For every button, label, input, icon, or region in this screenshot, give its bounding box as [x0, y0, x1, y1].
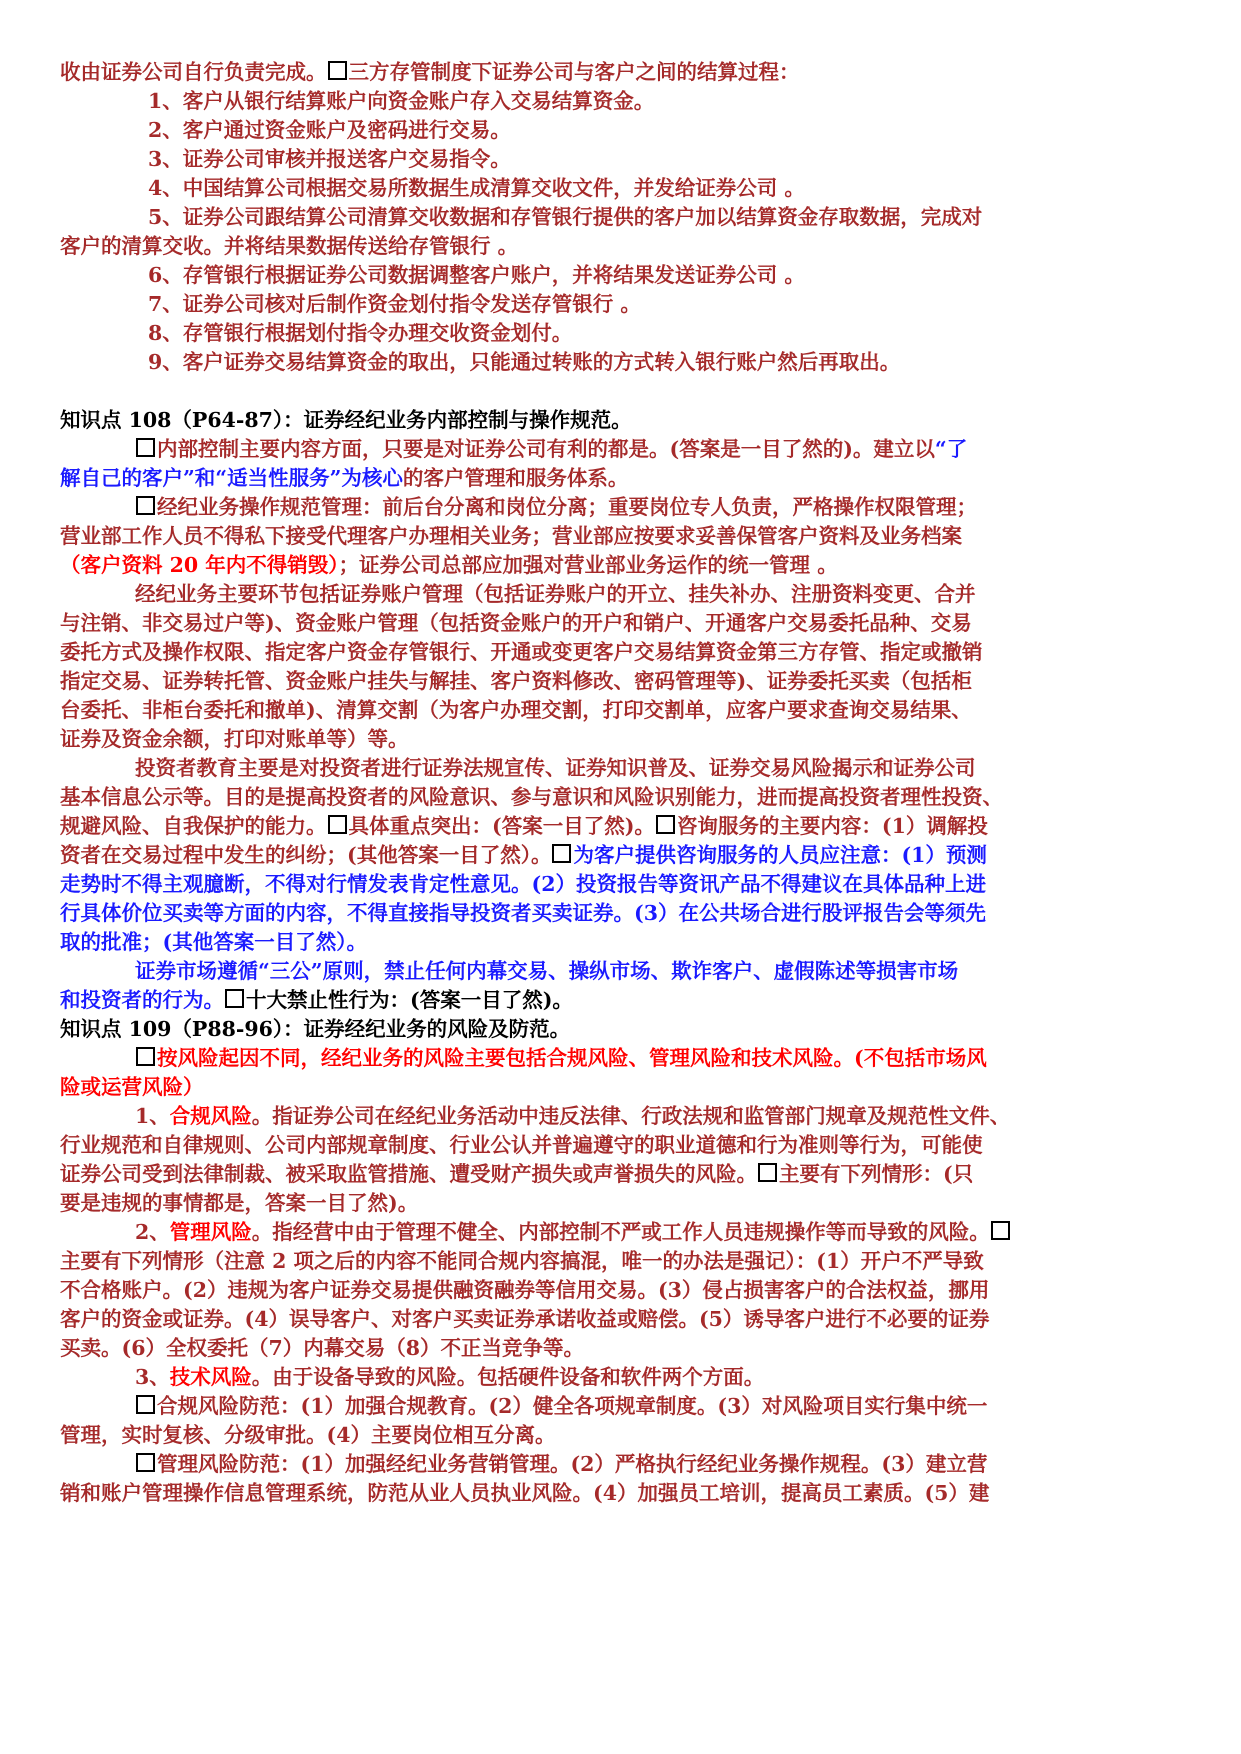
checkbox-square-icon	[758, 1163, 777, 1182]
text-line	[60, 1189, 418, 1217]
text-line	[148, 319, 572, 347]
checkbox-square-icon	[328, 61, 347, 80]
text-line	[60, 522, 962, 550]
checkbox-square-icon	[136, 496, 155, 515]
text-line	[60, 696, 972, 724]
text-line	[60, 1247, 984, 1275]
text-line	[60, 464, 628, 492]
checkbox-square-icon	[991, 1221, 1010, 1240]
text-run: 和投资者的行为。	[60, 988, 224, 1012]
text-line	[148, 87, 654, 115]
text-line	[135, 1218, 1012, 1246]
checkbox-square-icon	[136, 1047, 155, 1066]
text-run: 行业规范和自律规则、公司内部规章制度、行业公认并普遍遵守的职业道德和行为准则等行为，可能使	[60, 1133, 983, 1157]
text-run: 收由证券公司自行负责完成。	[60, 60, 327, 84]
checkbox-square-icon	[328, 815, 347, 834]
text-line	[148, 290, 641, 318]
checkbox-square-icon	[136, 438, 155, 457]
text-line	[148, 145, 511, 173]
text-line	[148, 261, 805, 289]
text-run: 投资者教育主要是对投资者进行证券法规宣传、证券知识普及、证券交易风险揭示和证券公司	[135, 756, 976, 780]
text-line	[60, 1131, 983, 1159]
text-run: 行具体价位买卖等方面的内容，不得直接指导投资者买卖证券。(3）在公共场合进行股评报告会等须先	[60, 901, 986, 925]
text-run: 。指证券公司在经纪业务活动中违反法律、行政法规和监管部门规章及规范性文件、	[251, 1104, 1011, 1128]
text-run: 规避风险、自我保护的能力。	[60, 814, 327, 838]
text-line	[135, 1363, 764, 1391]
text-run: 合规风险	[169, 1104, 252, 1128]
checkbox-square-icon	[656, 815, 675, 834]
text-line	[60, 841, 987, 869]
text-line	[135, 435, 967, 463]
text-line	[60, 406, 632, 434]
text-run: 的客户管理和服务体系。	[402, 466, 629, 490]
text-line	[148, 348, 900, 376]
text-run: 技术风险	[169, 1365, 252, 1389]
text-run: 三方存管制度下证券公司与客户之间的结算过程：	[348, 60, 800, 84]
text-run: （客户资料 20 年内不得销毁）	[60, 553, 339, 577]
text-run: 与注销、非交易过户等)、资金账户管理（包括资金账户的开户和销户、开通客户交易委托品种、交易	[60, 611, 972, 635]
text-line	[60, 1479, 989, 1507]
text-run: 经纪业务操作规范管理：前后台分离和岗位分离；重要岗位专人负责，严格操作权限管理；	[157, 495, 977, 519]
text-run: 走势时不得主观臆断，不得对行情发表肯定性意见。(2）投资报告等资讯产品不得建议在具体品种上进	[60, 872, 986, 896]
text-run: 资者在交易过程中发生的纠纷；(其他答案一目了然）。	[60, 843, 552, 867]
text-run: ；证券公司总部应加强对营业部业务运作的统一管理 。	[338, 553, 838, 577]
text-line	[60, 812, 988, 840]
text-line	[60, 609, 972, 637]
text-line	[60, 667, 972, 695]
text-run: 经纪业务主要环节包括证券账户管理（包括证券账户的开立、挂失补办、注册资料变更、合并	[135, 582, 976, 606]
text-run: 2、	[135, 1220, 170, 1244]
text-line	[135, 1044, 987, 1072]
text-run: 买卖。(6）全权委托（7）内幕交易（8）不正当竞争等。	[60, 1336, 584, 1360]
text-run: 管理风险	[169, 1220, 252, 1244]
text-run: 十大禁止性行为：(答案一目了然)。	[246, 988, 573, 1012]
text-run: 客户的清算交收。并将结果数据传送给存管银行 。	[60, 234, 519, 258]
text-line	[60, 638, 983, 666]
text-run: 合规风险防范：(1）加强合规教育。(2）健全各项规章制度。(3）对风险项目实行集中统一	[157, 1394, 988, 1418]
text-line	[60, 551, 838, 579]
text-run: 。指经营中由于管理不健全、内部控制不严或工作人员违规操作等而导致的风险。	[251, 1220, 990, 1244]
text-run: 咨询服务的主要内容：(1）调解投	[676, 814, 988, 838]
text-run: 台委托、非柜台委托和撤单)、清算交割（为客户办理交割，打印交割单，应客户要求查询交易结果、	[60, 698, 972, 722]
checkbox-square-icon	[225, 989, 244, 1008]
text-line	[148, 203, 982, 231]
text-run: 营业部工作人员不得私下接受代理客户办理相关业务；营业部应按要求妥善保管客户资料及业务档案	[60, 524, 962, 548]
text-line	[60, 232, 518, 260]
text-line	[60, 870, 986, 898]
text-run: “了	[934, 437, 968, 461]
text-run: 1、客户从银行结算账户向资金账户存入交易结算资金。	[148, 89, 655, 113]
text-run: 8、存管银行根据划付指令办理交收资金划付。	[148, 321, 573, 345]
text-run: 证券市场遵循“三公”原则，禁止任何内幕交易、操纵市场、欺诈客户、虚假陈述等损害市场	[135, 959, 959, 983]
checkbox-square-icon	[136, 1395, 155, 1414]
text-run: 销和账户管理操作信息管理系统，防范从业人员执业风险。(4）加强员工培训，提高员工素质。(5）建	[60, 1481, 990, 1505]
text-line	[60, 986, 573, 1014]
text-line	[135, 580, 976, 608]
text-run: 。由于设备导致的风险。包括硬件设备和软件两个方面。	[251, 1365, 765, 1389]
text-run: 知识点 108（P64-87）：证券经纪业务内部控制与操作规范。	[60, 408, 632, 432]
text-run: 管理，实时复核、分级审批。(4）主要岗位相互分离。	[60, 1423, 556, 1447]
text-line	[60, 928, 367, 956]
text-run: 要是违规的事情都是，答案一目了然)。	[60, 1191, 419, 1215]
text-line	[60, 783, 1003, 811]
text-line	[60, 1073, 204, 1101]
text-line	[60, 58, 800, 86]
text-run: 险或运营风险）	[60, 1075, 204, 1099]
text-run: 委托方式及操作权限、指定客户资金存管银行、开通或变更客户交易结算资金第三方存管、指定或撤销	[60, 640, 983, 664]
text-run: 主要有下列情形：(只	[779, 1162, 974, 1186]
text-line	[60, 725, 409, 753]
text-line	[60, 1421, 555, 1449]
text-run: 3、证券公司审核并报送客户交易指令。	[148, 147, 511, 171]
text-run: 2、客户通过资金账户及密码进行交易。	[148, 118, 511, 142]
text-run: 主要有下列情形（注意 2 项之后的内容不能同合规内容搞混，唯一的办法是强记）：(1）开户不严导致	[60, 1249, 984, 1273]
text-run: 证券及资金余额，打印对账单等）等。	[60, 727, 409, 751]
text-run: 6、存管银行根据证券公司数据调整客户账户，并将结果发送证券公司 。	[148, 263, 805, 287]
text-line	[135, 1450, 987, 1478]
checkbox-square-icon	[136, 1453, 155, 1472]
text-line	[135, 1102, 1010, 1130]
text-line	[135, 754, 976, 782]
text-line	[60, 1334, 584, 1362]
text-line	[135, 493, 977, 521]
text-run: 客户的资金或证券。(4）误导客户、对客户买卖证券承诺收益或赔偿。(5）诱导客户进行不必要的证券	[60, 1307, 990, 1331]
text-line	[60, 1160, 973, 1188]
text-run: 1、	[135, 1104, 170, 1128]
checkbox-square-icon	[552, 844, 571, 863]
text-run: 具体重点突出：(答案一目了然)。	[348, 814, 655, 838]
text-run: 取的批准；(其他答案一目了然）。	[60, 930, 367, 954]
text-run: 9、客户证券交易结算资金的取出，只能通过转账的方式转入银行账户然后再取出。	[148, 350, 901, 374]
text-line	[60, 1015, 570, 1043]
text-run: 不合格账户。(2）违规为客户证券交易提供融资融券等信用交易。(3）侵占损害客户的合法权益，挪用	[60, 1278, 990, 1302]
text-line	[148, 116, 511, 144]
text-line	[135, 1392, 987, 1420]
text-line	[60, 1276, 989, 1304]
text-run: 管理风险防范：(1）加强经纪业务营销管理。(2）严格执行经纪业务操作规程。(3）建立营	[157, 1452, 988, 1476]
text-run: 解自己的客户”和“适当性服务”为核心	[60, 466, 403, 490]
text-line	[60, 1305, 989, 1333]
text-run: 按风险起因不同，经纪业务的风险主要包括合规风险、管理风险和技术风险。(不包括市场风	[157, 1046, 987, 1070]
text-run: 5、证券公司跟结算公司清算交收数据和存管银行提供的客户加以结算资金存取数据，完成对	[148, 205, 983, 229]
text-line	[148, 174, 805, 202]
text-run: 为客户提供咨询服务的人员应注意：(1）预测	[573, 843, 987, 867]
text-line	[60, 899, 986, 927]
text-run: 指定交易、证券转托管、资金账户挂失与解挂、客户资料修改、密码管理等)、证券委托买卖（包括柜	[60, 669, 972, 693]
text-run: 4、中国结算公司根据交易所数据生成清算交收文件，并发给证券公司 。	[148, 176, 805, 200]
text-run: 内部控制主要内容方面，只要是对证券公司有利的都是。(答案是一目了然的)。建立以	[157, 437, 935, 461]
text-run: 知识点 109（P88-96）：证券经纪业务的风险及防范。	[60, 1017, 571, 1041]
text-run: 基本信息公示等。目的是提高投资者的风险意识、参与意识和风险识别能力，进而提高投资者理性投资、	[60, 785, 1003, 809]
text-run: 3、	[135, 1365, 170, 1389]
text-line	[135, 957, 958, 985]
text-run: 证券公司受到法律制裁、被采取监管措施、遭受财产损失或声誉损失的风险。	[60, 1162, 757, 1186]
text-run: 7、证券公司核对后制作资金划付指令发送存管银行 。	[148, 292, 641, 316]
